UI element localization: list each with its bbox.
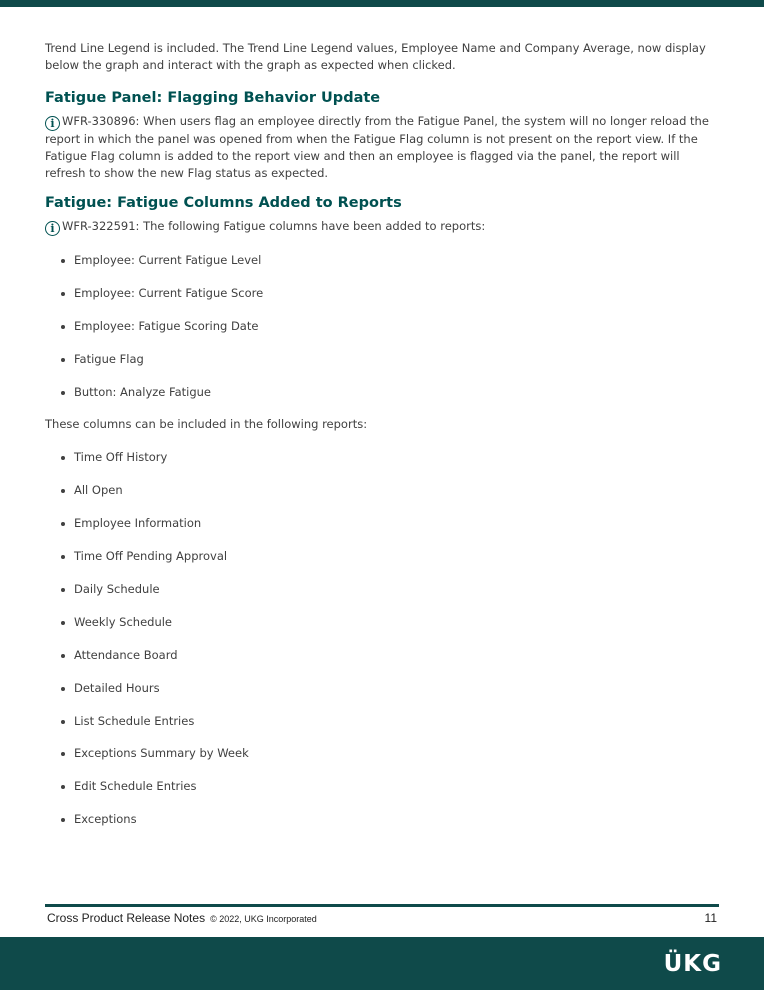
section-body-flagging (45, 113, 719, 182)
section-heading-flagging: Fatigue Panel: Flagging Behavior Update (45, 90, 381, 106)
list-item: Employee: Current Fatigue Score (45, 285, 719, 318)
list-item: Detailed Hours (45, 680, 719, 713)
list-item: Employee: Fatigue Scoring Date (45, 318, 719, 351)
list-item: Employee Information (45, 515, 719, 548)
section-body-columns (45, 218, 719, 236)
info-icon: i (45, 221, 60, 236)
list-item: Attendance Board (45, 647, 719, 680)
list-item: Exceptions Summary by Week (45, 745, 719, 778)
section-heading-columns: Fatigue: Fatigue Columns Added to Reports (45, 195, 402, 211)
info-icon: i (45, 116, 60, 131)
list-item: Weekly Schedule (45, 614, 719, 647)
list-item: List Schedule Entries (45, 713, 719, 746)
list-item: Button: Analyze Fatigue (45, 384, 719, 417)
footer-title: Cross Product Release Notes (47, 911, 206, 925)
reports-list (45, 449, 719, 844)
top-band (0, 0, 764, 7)
list-item: All Open (45, 482, 719, 515)
page-number: 11 (704, 911, 717, 925)
columns-list (45, 252, 719, 416)
page-content (45, 40, 719, 844)
ukg-logo: ÜKG (663, 951, 722, 977)
reports-intro: These columns can be included in the following reports: (45, 417, 368, 432)
flagging-text: WFR-330896: When users flag an employee directly from the Fatigue Panel, the system will no longer reload the report in which the panel was opened from when the Fatigue Flag column is not present on the report view. If the Fatigue Flag column is added to the report view and then an employee is flagged via the panel, the report will refresh to show the new Flag status as expected. (45, 114, 709, 180)
list-item: Daily Schedule (45, 581, 719, 614)
columns-text: WFR-322591: The following Fatigue columns have been added to reports: (62, 219, 486, 233)
footer-title-block (47, 911, 317, 925)
list-item: Exceptions (45, 811, 719, 844)
bottom-band (0, 937, 764, 990)
list-item: Employee: Current Fatigue Level (45, 252, 719, 285)
list-item: Fatigue Flag (45, 351, 719, 384)
list-item: Time Off History (45, 449, 719, 482)
intro-paragraph: Trend Line Legend is included. The Trend Line Legend values, Employee Name and Company Average, now display below the graph and interact with the graph as expected when clicked. (45, 41, 706, 72)
list-item: Edit Schedule Entries (45, 778, 719, 811)
list-item: Time Off Pending Approval (45, 548, 719, 581)
footer-copyright: © 2022, UKG Incorporated (210, 914, 317, 924)
footer-divider (45, 904, 719, 907)
